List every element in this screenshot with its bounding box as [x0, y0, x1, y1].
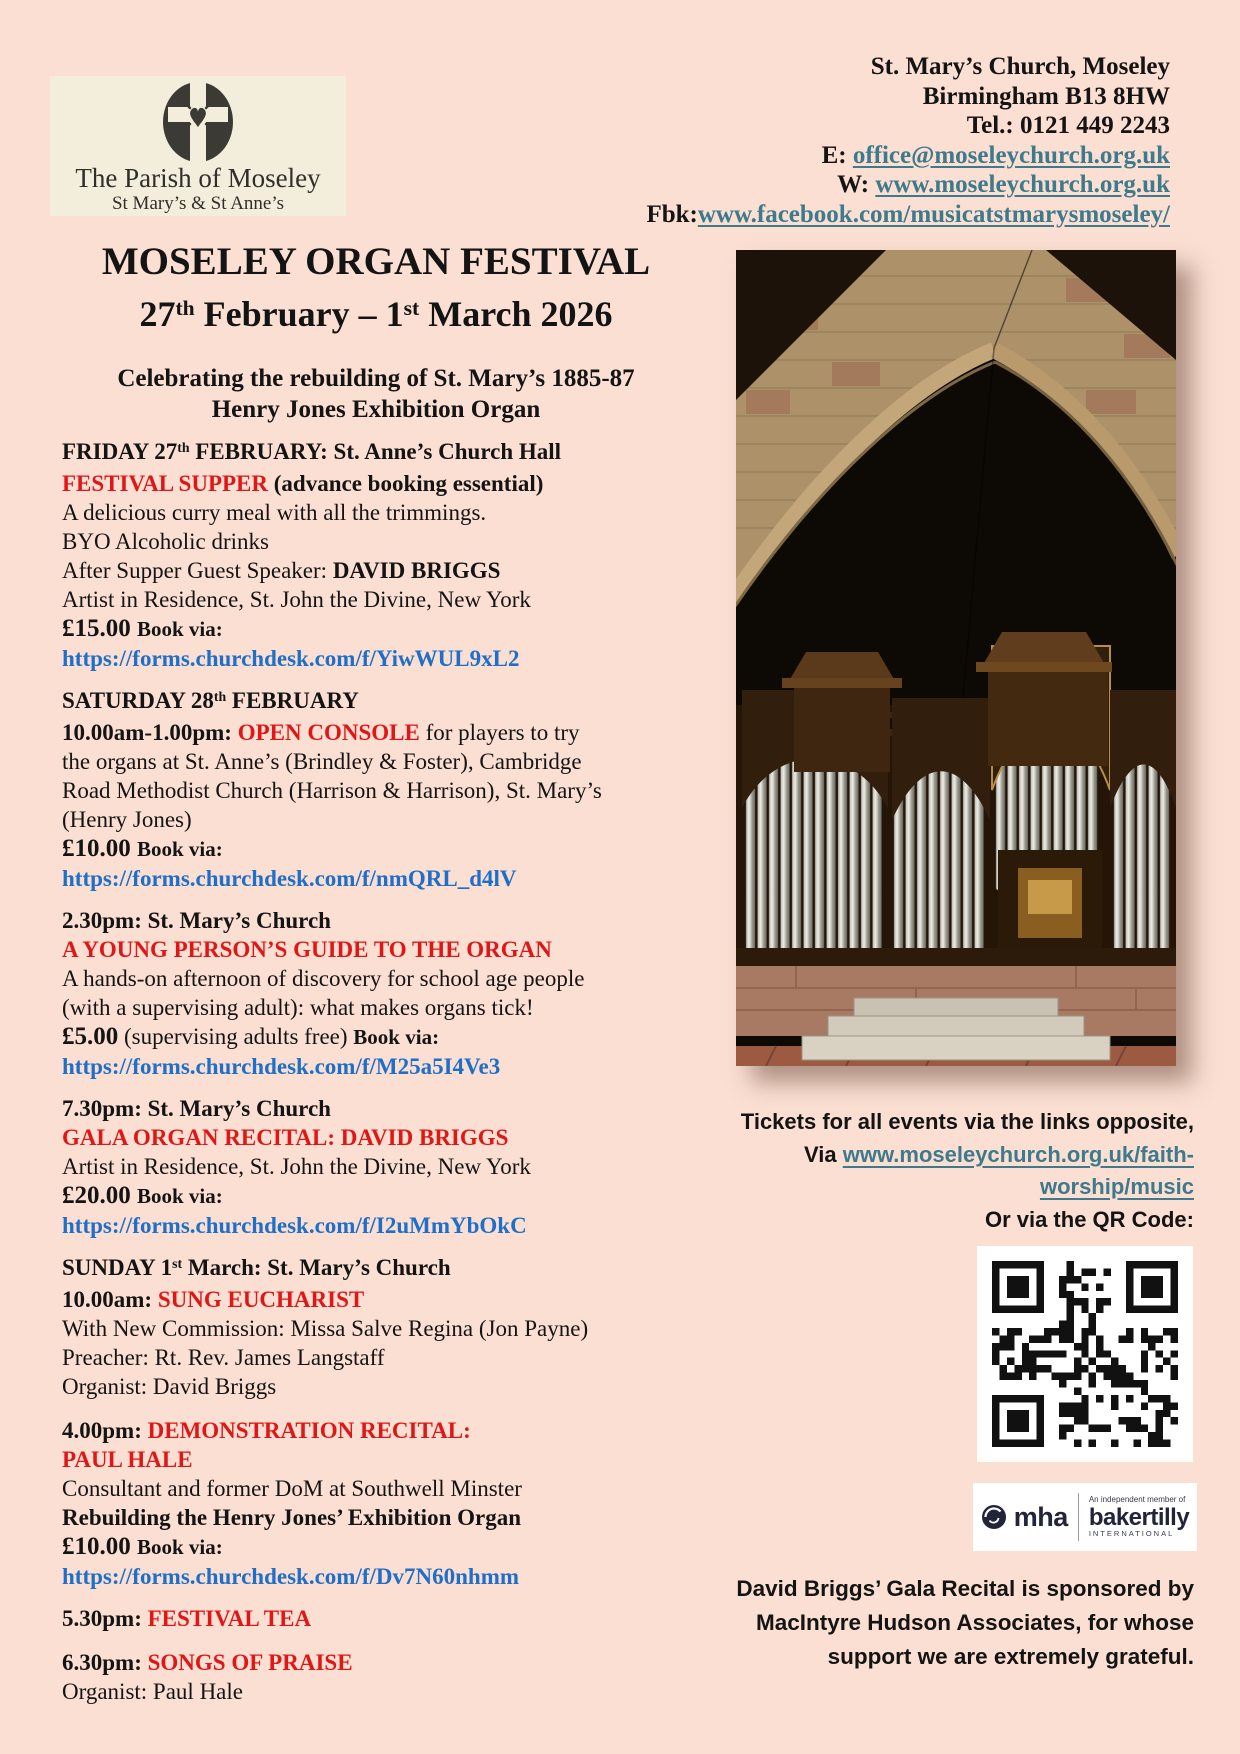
event-line — [62, 527, 702, 556]
event-line — [62, 1052, 702, 1081]
text-segment: Consultant and former DoM at Southwell Minster — [62, 1476, 522, 1501]
event-line — [62, 864, 702, 893]
event-line — [62, 686, 702, 718]
event-line — [62, 614, 702, 644]
text-segment: DEMONSTRATION RECITAL: — [147, 1418, 471, 1443]
text-segment: Book via: — [137, 617, 223, 641]
heart-cross-parish-logo-icon — [146, 81, 250, 163]
event-line — [62, 1022, 702, 1052]
contact-line — [510, 141, 1170, 171]
subtitle-line: Henry Jones Exhibition Organ — [211, 396, 541, 423]
text-segment: Book via: — [137, 1184, 223, 1208]
text-segment: After Supper Guest Speaker: — [62, 558, 333, 583]
event-line — [62, 1181, 702, 1211]
text-segment: £5.00 — [62, 1023, 119, 1050]
bakertilly-international: INTERNATIONAL — [1088, 1528, 1175, 1538]
booking-link[interactable]: https://forms.churchdesk.com/f/M25a5I4Ve3 — [62, 1054, 501, 1079]
text-segment: SUNDAY 1 — [62, 1255, 173, 1280]
text-segment: th — [175, 296, 195, 321]
mha-member-note: An independent member of — [1088, 1495, 1186, 1505]
text-segment: th — [177, 440, 190, 456]
event-line — [62, 1372, 702, 1401]
text-segment: £20.00 — [62, 1182, 137, 1209]
event-section — [62, 686, 702, 893]
text-segment: Or via the QR Code: — [984, 1206, 1194, 1232]
text-segment: SUNG EUCHARIST — [157, 1287, 365, 1312]
text-segment: A delicious curry meal with all the trimmings. — [62, 500, 487, 525]
event-section — [62, 1416, 702, 1591]
text-segment: (supervising adults free) — [118, 1024, 354, 1049]
event-line — [62, 1343, 702, 1372]
event-line — [62, 1314, 702, 1343]
text-segment: Organist: Paul Hale — [62, 1679, 243, 1704]
tickets-note — [634, 1106, 1194, 1236]
mha-brand: mha — [1013, 1501, 1068, 1532]
contact-block — [510, 52, 1170, 229]
text-segment: 10.00am: — [62, 1287, 158, 1312]
text-segment: Via — [804, 1141, 843, 1167]
booking-link[interactable]: https://forms.churchdesk.com/f/nmQRL_d4lV — [62, 866, 517, 891]
text-segment: February – 1 — [194, 294, 404, 334]
contact-line — [510, 200, 1170, 230]
mha-bakertilly-logo — [973, 1483, 1197, 1551]
event-section — [62, 1604, 702, 1633]
event-line — [62, 644, 702, 673]
text-segment: Book via: — [137, 837, 223, 861]
event-line — [62, 585, 702, 614]
event-line — [62, 1648, 702, 1677]
event-section — [62, 1094, 702, 1240]
text-segment: (with a supervising adult): what makes organs tick! — [62, 995, 534, 1020]
text-segment: £10.00 — [62, 835, 137, 862]
text-segment: PAUL HALE — [62, 1447, 193, 1472]
text-segment: 27 — [139, 294, 176, 334]
facebook-link[interactable]: www.facebook.com/musicatstmarysmoseley/ — [697, 200, 1170, 228]
text-segment: 5.30pm: — [62, 1606, 148, 1631]
tickets-line — [634, 1139, 1194, 1172]
bakertilly-brand: bakertilly — [1088, 1503, 1190, 1531]
text-segment: 7.30pm: St. Mary’s Church — [62, 1096, 331, 1121]
text-segment: SATURDAY 28 — [62, 688, 214, 713]
sponsor-line: David Briggs’ Gala Recital is sponsored by — [736, 1576, 1194, 1601]
event-line — [62, 1445, 702, 1474]
event-line — [62, 718, 702, 747]
event-line — [62, 1562, 702, 1591]
event-line — [62, 1253, 702, 1285]
event-section — [62, 1648, 702, 1706]
event-line — [62, 834, 702, 864]
text-segment: A hands-on afternoon of discovery for school age people — [62, 966, 585, 991]
event-line — [62, 776, 702, 805]
text-segment: (Henry Jones) — [62, 807, 192, 832]
text-segment: GALA ORGAN RECITAL: DAVID BRIGGS — [62, 1125, 509, 1150]
text-segment: th — [213, 689, 227, 705]
organ-photo — [736, 250, 1176, 1066]
text-segment: W: — [837, 171, 876, 198]
text-segment: 10.00am-1.00pm: — [62, 720, 238, 745]
text-segment: March: St. Mary’s Church — [182, 1255, 451, 1280]
event-line — [62, 556, 702, 585]
parish-name: The Parish of Moseley — [75, 163, 321, 193]
sponsor-line: support we are extremely grateful. — [827, 1644, 1194, 1669]
title-block — [62, 236, 690, 425]
logo-divider — [1078, 1493, 1079, 1541]
event-line — [62, 437, 702, 469]
text-segment: £15.00 — [62, 615, 137, 642]
festival-subtitle — [62, 363, 690, 425]
text-segment: Book via: — [353, 1025, 440, 1049]
event-line — [62, 1503, 702, 1532]
text-segment: St. Mary’s Church, Moseley — [870, 53, 1170, 80]
event-line — [62, 1532, 702, 1562]
sponsor-note — [634, 1572, 1194, 1674]
text-segment: Preacher: Rt. Rev. James Langstaff — [62, 1345, 385, 1370]
contact-line — [510, 52, 1170, 82]
website-link[interactable]: www.moseleychurch.org.uk — [875, 171, 1170, 198]
tickets-line — [634, 1106, 1194, 1139]
qr-code-image — [992, 1261, 1178, 1447]
text-segment: With New Commission: Missa Salve Regina (Jon Payne) — [62, 1316, 589, 1341]
booking-link[interactable]: https://forms.churchdesk.com/f/Dv7N60nhmm — [62, 1564, 520, 1589]
text-segment: for players to try — [419, 720, 580, 745]
tickets-link[interactable]: worship/music — [1039, 1174, 1194, 1199]
tickets-line — [634, 1204, 1194, 1237]
text-segment: Road Methodist Church (Harrison & Harrison), St. Mary’s — [62, 778, 602, 803]
event-line — [62, 1416, 702, 1445]
text-segment: A YOUNG PERSON’S GUIDE TO THE ORGAN — [62, 937, 552, 962]
event-line — [62, 993, 702, 1022]
text-segment: SONGS OF PRAISE — [147, 1650, 353, 1675]
text-segment: Rebuilding the Henry Jones’ Exhibition Organ — [62, 1505, 522, 1530]
text-segment: Tickets for all events via the links opposite, — [740, 1109, 1194, 1134]
text-segment: FESTIVAL TEA — [147, 1606, 312, 1631]
text-segment: March 2026 — [419, 294, 613, 334]
text-segment: £10.00 — [62, 1533, 137, 1560]
event-section — [62, 906, 702, 1081]
text-segment: Book via: — [137, 1535, 223, 1559]
event-line — [62, 1152, 702, 1181]
event-line — [62, 1123, 702, 1152]
booking-link[interactable]: https://forms.churchdesk.com/f/YiwWUL9xL2 — [62, 646, 520, 671]
contact-line — [510, 82, 1170, 112]
festival-dates — [62, 288, 690, 345]
text-segment: st — [403, 296, 420, 321]
event-line — [62, 805, 702, 834]
event-line — [62, 469, 702, 498]
mha-swirl-icon — [981, 1504, 1007, 1530]
text-segment: Organist: David Briggs — [62, 1374, 277, 1399]
event-section — [62, 437, 702, 673]
text-segment: FESTIVAL SUPPER — [62, 471, 274, 496]
parish-logo-card — [50, 76, 346, 216]
email-link[interactable]: office@moseleychurch.org.uk — [852, 141, 1170, 169]
event-line — [62, 964, 702, 993]
text-segment: (advance booking essential) — [273, 471, 544, 496]
text-segment: Tel.: 0121 449 2243 — [966, 112, 1170, 139]
event-line — [62, 1604, 702, 1633]
text-segment: OPEN CONSOLE — [237, 720, 420, 745]
tickets-link[interactable]: www.moseleychurch.org.uk/faith- — [842, 1141, 1194, 1167]
text-segment: Artist in Residence, St. John the Divine, New York — [62, 587, 531, 612]
event-section — [62, 1253, 702, 1401]
event-line — [62, 935, 702, 964]
event-line — [62, 1094, 702, 1123]
text-segment: FEBRUARY: St. Anne’s Church Hall — [189, 439, 562, 464]
booking-link[interactable]: https://forms.churchdesk.com/f/I2uMmYbOkC — [62, 1213, 527, 1238]
event-line — [62, 906, 702, 935]
text-segment: Birmingham B13 8HW — [922, 82, 1170, 110]
text-segment: DAVID BRIGGS — [332, 558, 501, 583]
text-segment: Artist in Residence, St. John the Divine, New York — [62, 1154, 531, 1179]
subtitle-line: Celebrating the rebuilding of St. Mary’s 1885-87 — [117, 365, 635, 392]
text-segment: the organs at St. Anne’s (Brindley & Foster), Cambridge — [62, 749, 582, 774]
event-line — [62, 1211, 702, 1240]
event-line — [62, 747, 702, 776]
sponsor-line: MacIntyre Hudson Associates, for whose — [755, 1610, 1194, 1635]
events-list — [62, 437, 702, 1719]
event-line — [62, 1285, 702, 1314]
tickets-line — [634, 1171, 1194, 1204]
text-segment: Fbk: — [646, 200, 698, 228]
text-segment: st — [172, 1256, 183, 1272]
festival-title: MOSELEY ORGAN FESTIVAL — [101, 240, 651, 283]
event-line — [62, 1474, 702, 1503]
text-segment: 6.30pm: — [62, 1650, 148, 1675]
contact-line — [510, 170, 1170, 200]
event-line — [62, 1677, 702, 1706]
text-segment: E: — [821, 141, 853, 169]
text-segment: 2.30pm: St. Mary’s Church — [62, 908, 331, 933]
text-segment: FRIDAY 27 — [62, 439, 178, 464]
parish-subname: St Mary’s & St Anne’s — [111, 193, 285, 214]
qr-code — [977, 1246, 1193, 1462]
text-segment: BYO Alcoholic drinks — [62, 529, 269, 554]
event-line — [62, 498, 702, 527]
text-segment: FEBRUARY — [226, 688, 359, 713]
contact-line — [510, 111, 1170, 141]
text-segment: 4.00pm: — [62, 1418, 148, 1443]
